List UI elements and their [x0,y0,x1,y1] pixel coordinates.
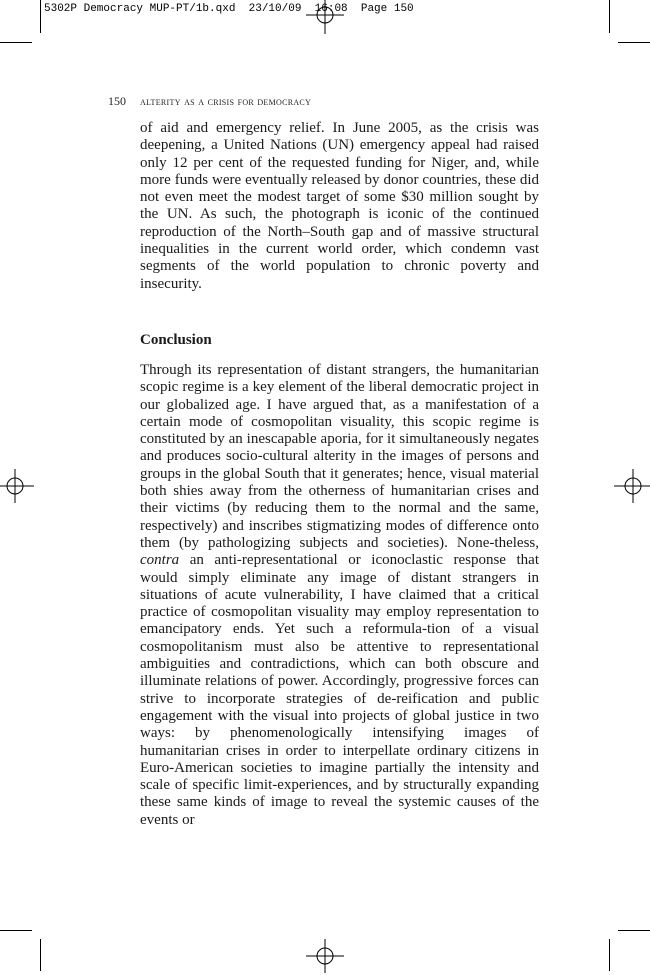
crop-mark-bottom-left-vertical [40,939,41,971]
conclusion-text-part-1: Through its representation of distant strangers, the humanitarian scopic regime is a key element of the liberal democratic project in our globalized age. I have argued that, as a manifestation of a certain mode of cosmopolitan visuality, this scopic regime is constituted by an inescapable aporia, for it simultaneously negates and produces socio-cultural alterity in the images of persons and groups in the global South that it generates; hence, visual material both shies away from the otherness of humanitarian crises and their victims (by reducing them to the normal and the same, respectively) and inscribes stigmatizing modes of difference onto them (by pathologizing subjects and societies). None-theless, [140,362,539,551]
section-heading: Conclusion [140,332,212,348]
italic-term: contra [140,552,180,569]
crop-mark-top-left-horizontal [0,42,32,43]
registration-mark-right-icon [614,467,650,505]
paragraph-conclusion [140,362,539,829]
crop-mark-bottom-right-horizontal [618,930,650,931]
running-head-title: alterity as a crisis for democracy [140,94,312,108]
conclusion-text-part-2: an anti-representational or iconoclastic response that would simply eliminate any image of distant strangers in situations of acute vulnerability, I have claimed that a critical practice of cosmopolitan visuality may employ representation to emancipatory ends. Yet such a reformula-tion of a visual cosmopolitanism must also be attentive to representational ambiguities and contradictions, which can both obscure and illuminate relations of power. Accordingly, progressive forces can strive to incorporate strategies of de-reification and public engagement with the visual into projects of global justice in two ways: by phenomenologically intensifying images of humanitarian crises in order to interpellate ordinary citizens in Euro-American societies to imagine partially the intensity and scale of specific limit-experiences, and by structurally expanding these same kinds of image to reveal the systemic causes of the events or [140,552,539,828]
conclusion-text-block [140,362,539,829]
crop-mark-top-right-vertical [609,0,610,33]
page-number: 150 [108,94,126,108]
registration-mark-left-icon [0,467,34,505]
running-head [108,93,311,109]
body-text-block [140,120,539,293]
crop-mark-top-left-vertical [40,0,41,33]
crop-mark-bottom-left-horizontal [0,930,32,931]
crop-mark-bottom-right-vertical [609,939,610,971]
registration-mark-bottom-icon [306,937,344,975]
crop-mark-top-right-horizontal [618,42,650,43]
paragraph-continuation: of aid and emergency relief. In June 2005, as the crisis was deepening, a United Nations (UN) emergency appeal had raised only 12 per cent of the requested funding for Niger, and, while more funds were eventually released by donor countries, these did not even meet the modest target of some $30 million sought by the UN. As such, the photograph is iconic of the continued reproduction of the North–South gap and of massive structural inequalities in the current world order, which condemn vast segments of the world population to chronic poverty and insecurity. [140,120,539,292]
printer-slug-line: 5302P Democracy MUP-PT/1b.qxd 23/10/09 16:08 Page 150 [44,3,414,15]
